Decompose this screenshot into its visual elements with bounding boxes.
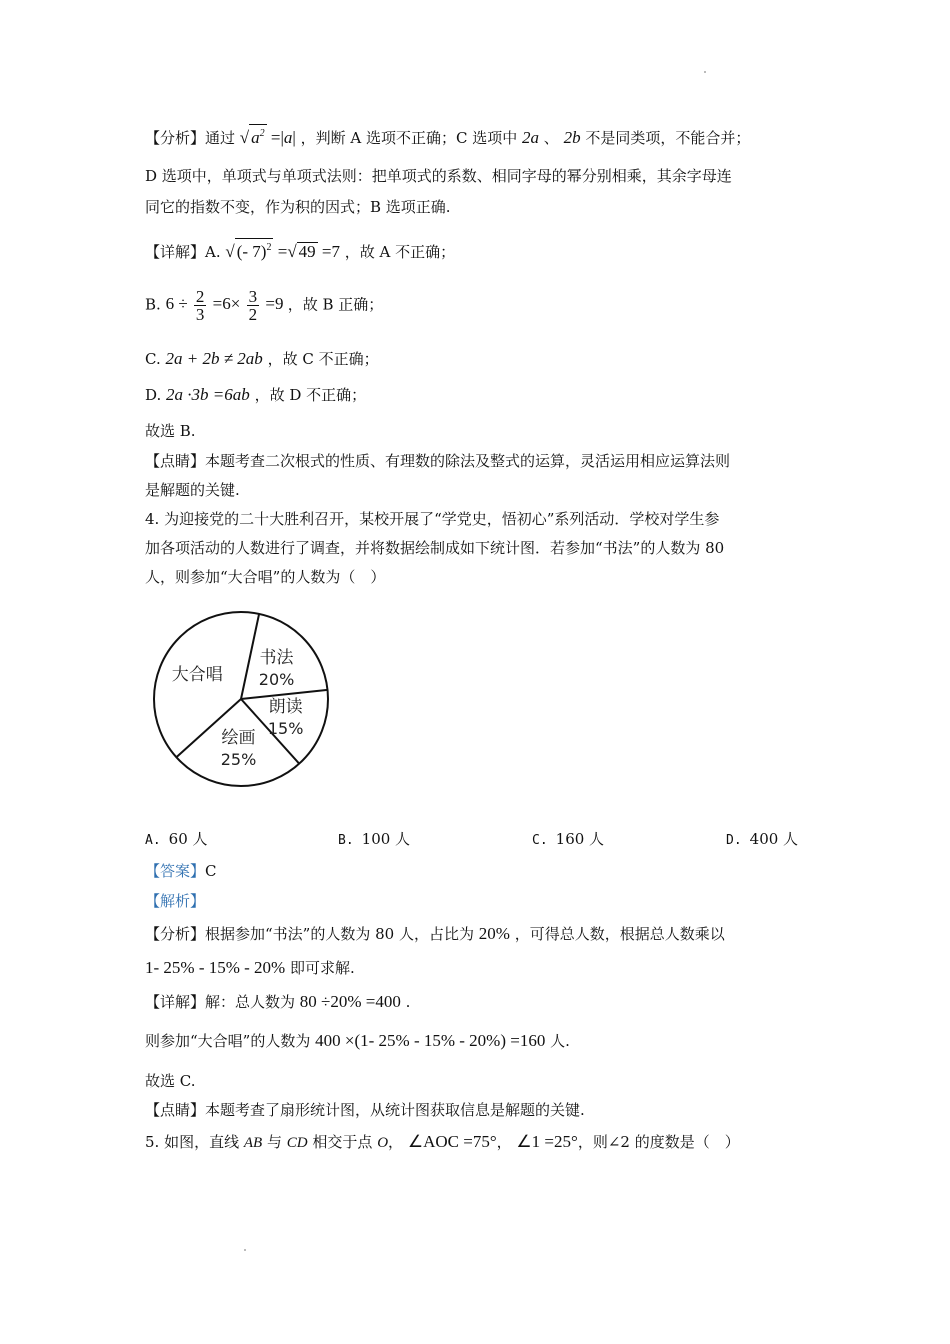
- detail2-line2: 则参加“大合唱”的人数为 400 ×(1- 25% - 15% - 20%) =160 人.: [145, 1031, 570, 1050]
- option-d[interactable]: D. 400 人: [726, 830, 799, 848]
- question4-line3: 人，则参加“大合唱”的人数为（ ）: [145, 568, 386, 586]
- pie-slice-label: 书法: [259, 647, 294, 668]
- question4-line2: 加各项活动的人数进行了调查，并将数据绘制成如下统计图．若参加“书法”的人数为 80: [145, 539, 725, 557]
- analysis1-line1: 【分析】通过 √ $a^2 =|a|$ ，判断 A 选项不正确；C 选项中 2a 、 2b 不是同类项，不能合并；: [145, 124, 750, 149]
- pie-slice-value-label: 25%: [220, 749, 257, 769]
- detail1-note2: 是解题的关键.: [145, 481, 240, 499]
- sqrt-a-squared: √ $a^2 =|a|$: [240, 128, 296, 147]
- analysis2-line2: 1- 25% - 15% - 20% 即可求解.: [145, 958, 355, 977]
- pie-slice-label: 朗读: [268, 697, 303, 718]
- pie-slice-value-label: 15%: [267, 719, 304, 739]
- analysis1-line2: D 选项中，单项式与单项式法则：把单项式的系数、相同字母的幂分别相乘，其余字母连: [145, 167, 732, 185]
- detail2-note: 【点睛】本题考查了扇形统计图，从统计图获取信息是解题的关键.: [145, 1101, 585, 1119]
- pie-slice-value-label: 20%: [258, 669, 295, 689]
- detail1-d: D. 2a ·3b =6ab ，故 D 不正确；: [145, 385, 367, 404]
- detail1-conclusion: 故选 B.: [145, 422, 196, 440]
- detail1-c: C. 2a + 2b ≠ 2ab ，故 C 不正确；: [145, 349, 379, 368]
- analysis2-line1: 【分析】根据参加“书法”的人数为 80 人，占比为 20% ，可得总人数，根据总人数乘以: [145, 924, 725, 943]
- page-speck: [244, 1249, 246, 1251]
- detail2-conclusion: 故选 C.: [145, 1072, 196, 1090]
- question5-line: 5. 如图，直线 AB 与 CD 相交于点 O， ∠AOC =75°， ∠1 =25°，则∠2 的度数是（ ）: [145, 1132, 740, 1151]
- detail1-note1: 【点睛】本题考查二次根式的性质、有理数的除法及整式的运算，灵活运用相应运算法则: [145, 452, 731, 470]
- answer-line: 【答案】C: [145, 862, 217, 880]
- jiexi-tag: 【解析】: [145, 892, 206, 910]
- option-a[interactable]: A. 60 人: [145, 830, 208, 848]
- pie-slice-label: 大合唱: [171, 664, 223, 685]
- pie-slice-label: 绘画: [221, 727, 256, 748]
- page-speck: [704, 71, 706, 73]
- option-c[interactable]: C. 160 人: [532, 830, 605, 848]
- detail2-line1: 【详解】解：总人数为 80 ÷20% =400 .: [145, 992, 411, 1011]
- question4-line1: 4. 为迎接党的二十大胜利召开，某校开展了“学党史，悟初心”系列活动．学校对学生参: [145, 510, 720, 528]
- pie-chart: [146, 604, 336, 794]
- option-b[interactable]: B. 100 人: [338, 830, 411, 848]
- detail1-a: 【详解】A. √ (- 7)$^2$ =√ 49 =7 ，故 A 不正确；: [145, 238, 455, 263]
- detail1-b: B. 6 ÷ $\frac{2}{3}$ =6× $\frac{3}{2}$ =9 ，故 B 正确；: [145, 287, 384, 324]
- analysis1-line3: 同它的指数不变，作为积的因式；B 选项正确.: [145, 198, 451, 216]
